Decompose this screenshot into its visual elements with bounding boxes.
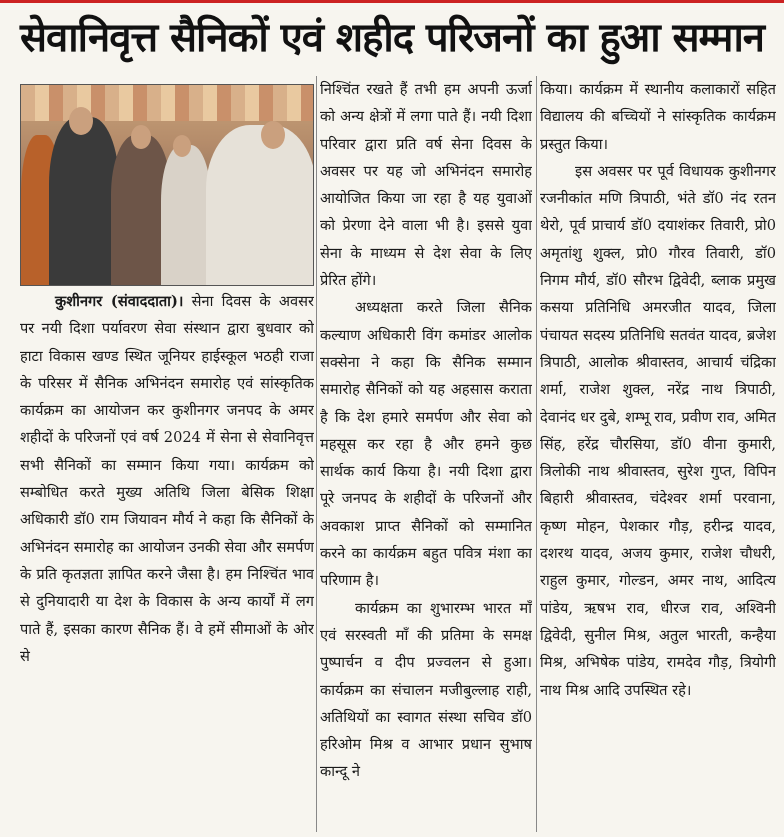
top-red-strip (0, 0, 784, 3)
column-divider (536, 76, 537, 832)
paragraph: इस अवसर पर पूर्व विधायक कुशीनगर रजनीकांत मणि त्रिपाठी, भंते डॉ0 नंद रतन थेरो, पूर्व प्राचार्य डॉ0 दयाशंकर तिवारी, प्रो0 अमृतांशु शुक्ल, प्रो0 गौरव तिवारी, डॉ0 निगम मौर्य, डॉ0 सौरभ द्विवेदी, ब्लाक प्रमुख कसया प्रतिनिधि अमरजीत यादव, जिला पंचायत सदस्य प्रतिनिधि सतवंत यादव, ब्रजेश त्रिपाठी, आलोक श्रीवास्तव, आचार्य चंद्रिका शर्मा, राजेश शुक्ल, नरेंद्र नाथ त्रिपाठी, देवानंद धर दुबे, शम्भू राव, प्रवीण राव, अमित सिंह, हरेंद्र चौरसिया, डॉ0 वीना कुमारी, त्रिलोकी नाथ श्रीवास्तव, सुरेश गुप्त, विपिन बिहारी श्रीवास्तव, चंदेश्वर शर्मा परवाना, कृष्ण मोहन, पेशकार गौड़, हरीन्द्र यादव, दशरथ यादव, अजय कुमार, राजेश चौधरी, राहुल कुमार, गोल्डन, अमर नाथ, आदित्य पांडेय, ऋषभ राव, धीरज राव, अश्विनी द्विवेदी, सुनील मिश्र, अतुल भारती, कन्हैया मिश्र, अभिषेक पांडेय, रामदेव गौड़, त्रियोगी नाथ मिश्र आदि उपस्थित रहे। (540, 162, 776, 699)
photo-head (173, 135, 191, 157)
photo-head (261, 121, 285, 149)
article-column-1 (20, 288, 314, 834)
article-column-2 (320, 76, 532, 836)
event-photo (20, 84, 314, 286)
article-column-3 (540, 76, 776, 836)
photo-person (161, 145, 211, 285)
paragraph: कार्यक्रम का शुभारम्भ भारत माँ एवं सरस्वती माँ की प्रतिमा के समक्ष पुष्पार्चन व दीप प्रज्वलन से हुआ। कार्यक्रम का संचालन मजीबुल्लाह राही, अतिथियों का स्वागत संस्था सचिव डॉ0 हरिओम मिश्र व आभार प्रधान सुभाष कान्दू ने (320, 599, 532, 781)
headline: सेवानिवृत्त सैनिकों एवं शहीद परिजनों का हुआ सम्मान (20, 15, 764, 61)
paragraph: किया। कार्यक्रम में स्थानीय कलाकारों सहित विद्यालय की बच्चियों ने सांस्कृतिक कार्यक्रम प्रस्तुत किया। (540, 81, 776, 153)
photo-person (206, 125, 314, 285)
photo-person (49, 117, 119, 285)
photo-head (131, 125, 151, 149)
paragraph: अध्यक्षता करते जिला सैनिक कल्याण अधिकारी विंग कमांडर आलोक सक्सेना ने कहा कि सैनिक सम्मान समारोह सैनिकों को यह अहसास कराता है कि देश हमारे समर्पण और सेवा को महसूस कर रहा है और हमने कुछ सार्थक कार्य किया है। नयी दिशा द्वारा पूरे जनपद के शहीदों के परिजनों और अवकाश प्राप्त सैनिकों को सम्मानित करने का कार्यक्रम बहुत पवित्र मंशा का परिणाम है। (320, 299, 532, 590)
photo-decoration-banner (21, 85, 313, 121)
column-divider (316, 76, 317, 832)
dateline: कुशीनगर (संवाददाता)। (55, 293, 184, 310)
paragraph: सेना दिवस के अवसर पर नयी दिशा पर्यावरण सेवा संस्थान द्वारा बुधवार को हाटा विकास खण्ड स्थित जूनियर हाईस्कूल भठही राजा के परिसर में सैनिक अभिनंदन समारोह एवं सांस्कृतिक कार्यक्रम का आयोजन कर कुशीनगर जनपद के अमर शहीदों के परिजनों एवं वर्ष 2024 में सेना से सेवानिवृत्त सभी सैनिकों का सम्मान किया गया। कार्यक्रम को सम्बोधित करते मुख्य अतिथि जिला बेसिक शिक्षा अधिकारी डॉ0 राम जियावन मौर्य ने कहा कि सैनिकों के अभिनंदन समारोह का आयोजन उनकी सेवा और समर्पण के प्रति कृतज्ञता ज्ञापित करने जैसा है। हम निश्चिंत भाव से दुनियादारी या देश के विकास के अन्य कार्यों में लग पाते हैं, इसका कारण सैनिक हैं। वे हमें सीमाओं के ओर से (20, 293, 314, 665)
photo-head (69, 107, 93, 135)
paragraph: निश्चिंत रखते हैं तभी हम अपनी ऊर्जा को अन्य क्षेत्रों में लगा पाते हैं। नयी दिशा परिवार द्वारा प्रति वर्ष सेना दिवस के अवसर पर यह जो अभिनंदन समारोह आयोजित किया जा रहा है यह युवाओं को प्रेरणा देने वाला भी है। इससे युवा सेना के माध्यम से देश सेवा के लिए प्रेरित होंगे। (320, 81, 532, 290)
